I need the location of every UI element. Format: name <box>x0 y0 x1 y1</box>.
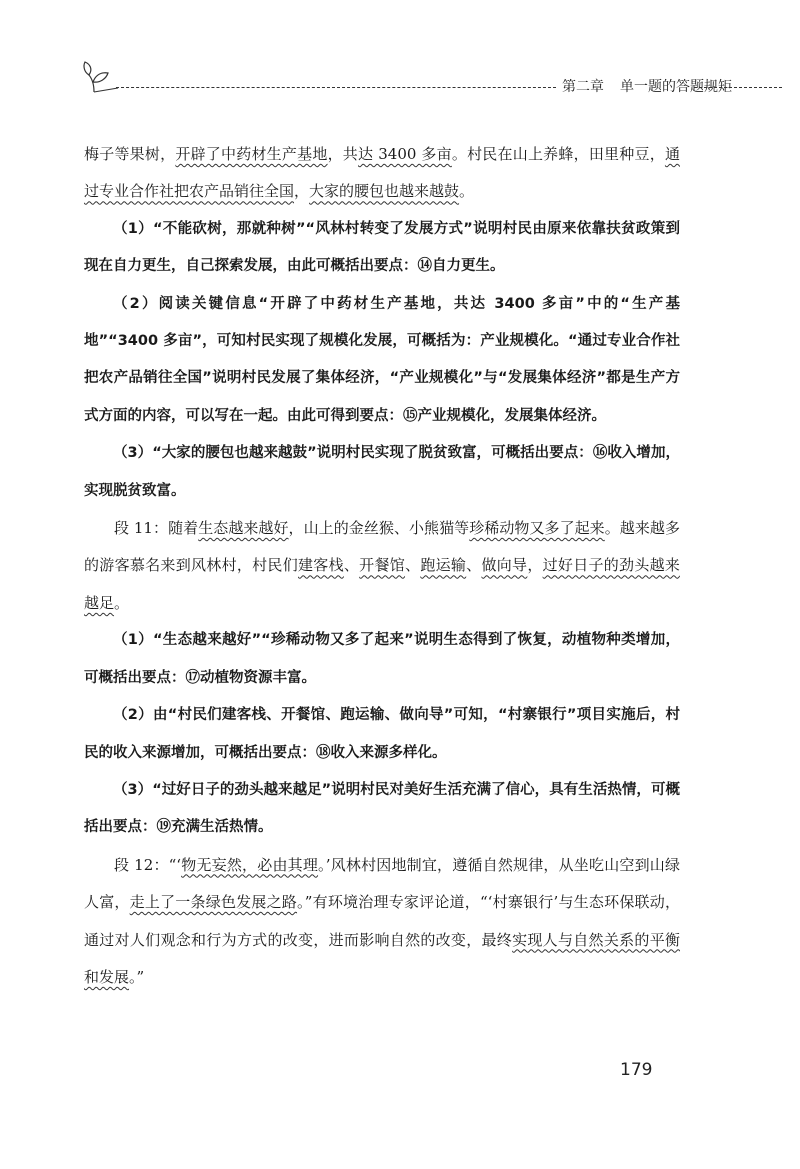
key-phrase: 通过专业合作社把农产品销往全国 <box>84 145 680 201</box>
analysis-paragraph: （1）“生态越来越好”“珍稀动物又多了起来”说明生态得到了恢复，动植物种类增加，可概括出要点：⑰动植物资源丰富。 <box>84 632 680 686</box>
key-phrase: 珍稀动物又多了起来 <box>469 519 605 538</box>
page-number: 179 <box>620 1060 653 1080</box>
key-phrase: 实现人与自然关系的平衡和发展 <box>84 930 680 986</box>
chapter-label: 第二章 <box>562 79 604 95</box>
analysis-paragraph: （2）由“村民们建客栈、开餐馆、跑运输、做向导”可知，“村寨银行”项目实施后，村民的收入来源增加，可概括出要点：⑱收入来源多样化。 <box>84 707 680 761</box>
key-phrase: 跑运输 <box>420 556 467 575</box>
passage-paragraph-12: 段 12：“‘物无妄然，必由其理。’风林村因地制宜，遵循自然规律，从坐吃山空到山绿人富，走上了一条绿色发展之路。”有环境治理专家评论道，“‘村寨银行’与生态环保联动，通过对人们观念和行为方式的改变，进而影响自然的改变，最终实现人与自然关系的平衡和发展。” <box>84 855 680 986</box>
header-rule-left <box>116 87 556 88</box>
analysis-paragraph: （3）“大家的腰包也越来越鼓”说明村民实现了脱贫致富，可概括出要点：⑯收入增加，实现脱贫致富。 <box>84 445 680 499</box>
passage-paragraph-11: 段 11：随着生态越来越好，山上的金丝猴、小熊猫等珍稀动物又多了起来。越来越多的游客慕名来到风林村，村民们建客栈、开餐馆、跑运输、做向导，过好日子的劲头越来越足。 <box>84 519 680 612</box>
key-phrase: 物无妄然，必由其理 <box>181 855 319 874</box>
analysis-paragraph: （1）“不能砍树，那就种树”“风林村转变了发展方式”说明村民由原来依靠扶贫政策到现在自力更生，自己探索发展，由此可概括出要点：⑭自力更生。 <box>84 220 680 275</box>
key-phrase: 过好日子的劲头越来越足 <box>84 556 680 612</box>
key-phrase: 走上了一条绿色发展之路 <box>129 893 298 912</box>
key-phrase: 大家的腰包也越来越鼓 <box>309 182 460 201</box>
running-header <box>82 58 782 94</box>
header-title <box>562 76 732 96</box>
sprout-icon <box>82 58 122 98</box>
page-body <box>84 136 680 996</box>
key-phrase: 开餐馆 <box>359 556 406 575</box>
key-phrase: 做向导 <box>481 556 528 575</box>
key-phrase: 建客栈 <box>298 556 344 575</box>
key-phrase: 开辟了中药材生产基地 <box>175 145 328 163</box>
analysis-paragraph: （2）阅读关键信息“开辟了中药材生产基地，共达 3400 多亩”中的“生产基地”“3400 多亩”，可知村民实现了规模化发展，可概括为：产业规模化。“通过专业合作社把农产品销往全国”说明村民发展了集体经济，“产业规模化”与“发展集体经济”都是生产方式方面的内容，可以写在一起。由此可得到要点：⑮产业规模化，发展集体经济。 <box>84 295 680 424</box>
key-phrase: 生态越来越好 <box>198 519 289 538</box>
key-phrase: 达 3400 多亩 <box>358 145 452 163</box>
analysis-paragraph: （3）“过好日子的劲头越来越足”说明村民对美好生活充满了信心，具有生活热情，可概括出要点：⑲充满生活热情。 <box>84 781 680 836</box>
header-rule-right <box>694 87 782 88</box>
chapter-title: 单一题的答题规矩 <box>620 79 732 95</box>
paragraph-continued: 梅子等果树，开辟了中药材生产基地，共达 3400 多亩。村民在山上养蜂，田里种豆，通过专业合作社把农产品销往全国，大家的腰包也越来越鼓。 <box>84 145 680 201</box>
